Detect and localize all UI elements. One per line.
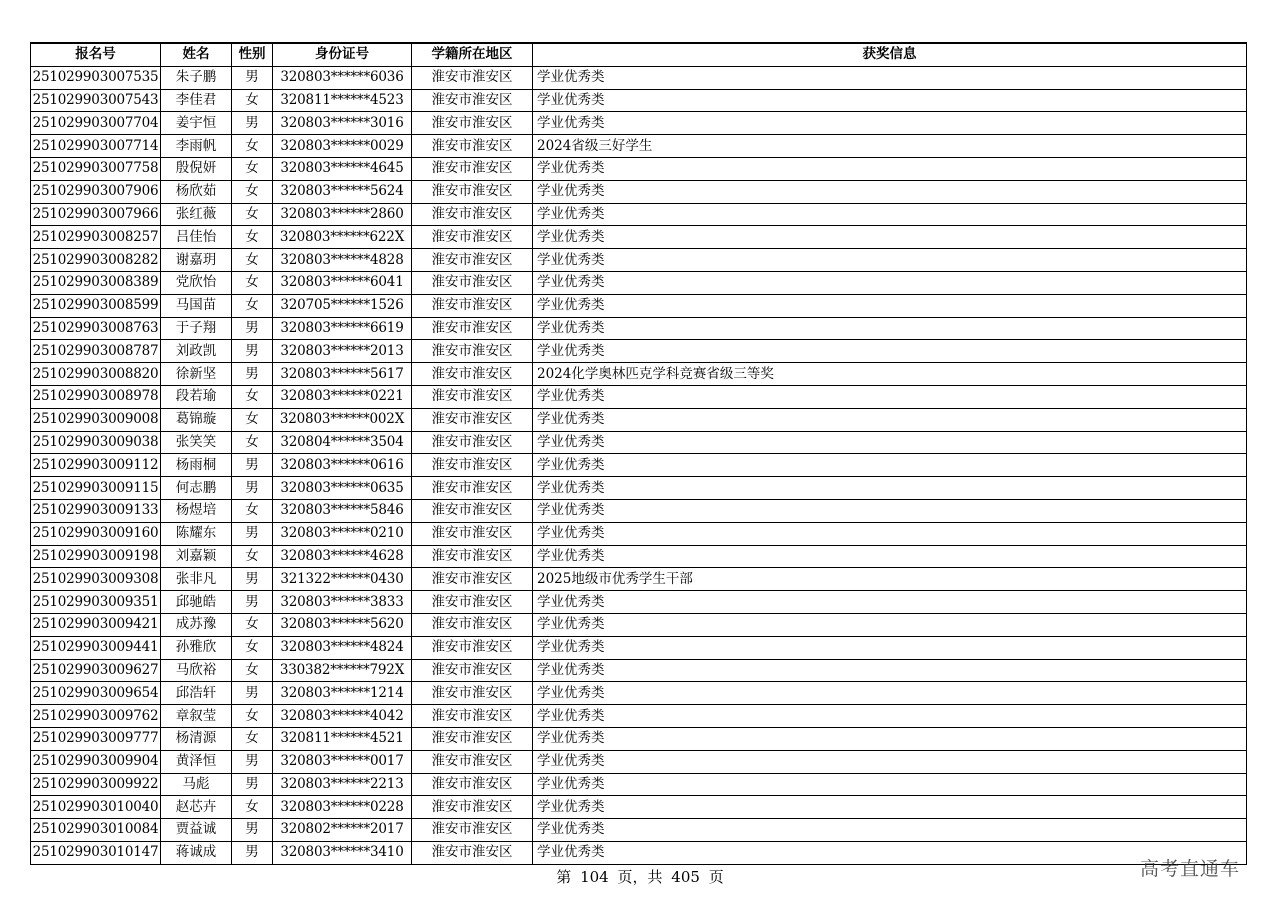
table-row xyxy=(31,545,1247,568)
registration-no-cell: 251029903008820 xyxy=(31,363,161,386)
region-cell: 淮安市淮安区 xyxy=(412,180,533,203)
award-info-cell: 学业优秀类 xyxy=(533,454,1247,477)
registration-no-cell: 251029903007966 xyxy=(31,203,161,226)
id-number-cell: 320803******002X xyxy=(273,408,412,431)
gender-cell: 女 xyxy=(232,385,273,408)
table-row xyxy=(31,477,1247,500)
registration-no-cell: 251029903009133 xyxy=(31,499,161,522)
id-number-cell: 320803******0221 xyxy=(273,385,412,408)
registration-no-cell: 251029903009198 xyxy=(31,545,161,568)
gender-cell: 女 xyxy=(232,613,273,636)
region-cell: 淮安市淮安区 xyxy=(412,659,533,682)
name-cell: 于子翔 xyxy=(161,317,232,340)
results-table xyxy=(30,42,1247,865)
name-cell: 孙雅欣 xyxy=(161,636,232,659)
name-cell: 贾益诚 xyxy=(161,819,232,842)
name-cell: 陈耀东 xyxy=(161,522,232,545)
gender-cell: 女 xyxy=(232,431,273,454)
award-info-cell: 学业优秀类 xyxy=(533,317,1247,340)
id-number-cell: 320803******3410 xyxy=(273,841,412,864)
table-row xyxy=(31,340,1247,363)
gender-cell: 女 xyxy=(232,705,273,728)
award-info-cell: 学业优秀类 xyxy=(533,294,1247,317)
gender-cell: 女 xyxy=(232,408,273,431)
footer-middle: 页，共 xyxy=(617,868,663,886)
region-cell: 淮安市淮安区 xyxy=(412,613,533,636)
award-info-cell: 学业优秀类 xyxy=(533,841,1247,864)
id-number-cell: 320803******5620 xyxy=(273,613,412,636)
region-cell: 淮安市淮安区 xyxy=(412,705,533,728)
registration-no-cell: 251029903008389 xyxy=(31,271,161,294)
table-row xyxy=(31,157,1247,180)
id-number-cell: 320804******3504 xyxy=(273,431,412,454)
table-row xyxy=(31,750,1247,773)
table-row xyxy=(31,819,1247,842)
name-cell: 殷倪妍 xyxy=(161,157,232,180)
award-info-cell: 学业优秀类 xyxy=(533,408,1247,431)
table-row xyxy=(31,796,1247,819)
gender-cell: 男 xyxy=(232,317,273,340)
award-info-cell: 学业优秀类 xyxy=(533,477,1247,500)
region-cell: 淮安市淮安区 xyxy=(412,317,533,340)
award-info-cell: 学业优秀类 xyxy=(533,750,1247,773)
gender-cell: 男 xyxy=(232,591,273,614)
registration-no-cell: 251029903009762 xyxy=(31,705,161,728)
column-header-award-info: 获奖信息 xyxy=(533,43,1247,66)
name-cell: 吕佳怡 xyxy=(161,226,232,249)
region-cell: 淮安市淮安区 xyxy=(412,522,533,545)
name-cell: 邱驰皓 xyxy=(161,591,232,614)
region-cell: 淮安市淮安区 xyxy=(412,727,533,750)
registration-no-cell: 251029903007714 xyxy=(31,135,161,158)
registration-no-cell: 251029903009308 xyxy=(31,568,161,591)
gender-cell: 女 xyxy=(232,203,273,226)
registration-no-cell: 251029903007906 xyxy=(31,180,161,203)
name-cell: 张笑笑 xyxy=(161,431,232,454)
gender-cell: 女 xyxy=(232,226,273,249)
id-number-cell: 320705******1526 xyxy=(273,294,412,317)
id-number-cell: 320803******5846 xyxy=(273,499,412,522)
region-cell: 淮安市淮安区 xyxy=(412,408,533,431)
gender-cell: 男 xyxy=(232,773,273,796)
column-header-registration-no: 报名号 xyxy=(31,43,161,66)
table-row xyxy=(31,682,1247,705)
award-info-cell: 学业优秀类 xyxy=(533,89,1247,112)
table-row xyxy=(31,385,1247,408)
name-cell: 刘嘉颖 xyxy=(161,545,232,568)
name-cell: 马欣裕 xyxy=(161,659,232,682)
award-info-cell: 学业优秀类 xyxy=(533,180,1247,203)
name-cell: 李雨帆 xyxy=(161,135,232,158)
id-number-cell: 320803******6041 xyxy=(273,271,412,294)
id-number-cell: 320803******5617 xyxy=(273,363,412,386)
name-cell: 马彪 xyxy=(161,773,232,796)
id-number-cell: 320803******4824 xyxy=(273,636,412,659)
region-cell: 淮安市淮安区 xyxy=(412,249,533,272)
id-number-cell: 320803******3016 xyxy=(273,112,412,135)
name-cell: 何志鹏 xyxy=(161,477,232,500)
award-info-cell: 学业优秀类 xyxy=(533,613,1247,636)
name-cell: 章叙莹 xyxy=(161,705,232,728)
id-number-cell: 320803******0210 xyxy=(273,522,412,545)
name-cell: 蒋诚成 xyxy=(161,841,232,864)
award-info-cell: 学业优秀类 xyxy=(533,636,1247,659)
registration-no-cell: 251029903008257 xyxy=(31,226,161,249)
region-cell: 淮安市淮安区 xyxy=(412,66,533,89)
footer-suffix: 页 xyxy=(708,868,724,886)
award-info-cell: 学业优秀类 xyxy=(533,682,1247,705)
name-cell: 杨清源 xyxy=(161,727,232,750)
registration-no-cell: 251029903009421 xyxy=(31,613,161,636)
id-number-cell: 321322******0430 xyxy=(273,568,412,591)
name-cell: 段若瑜 xyxy=(161,385,232,408)
region-cell: 淮安市淮安区 xyxy=(412,750,533,773)
gender-cell: 女 xyxy=(232,294,273,317)
registration-no-cell: 251029903009008 xyxy=(31,408,161,431)
name-cell: 葛锦璇 xyxy=(161,408,232,431)
gender-cell: 男 xyxy=(232,112,273,135)
award-info-cell: 学业优秀类 xyxy=(533,705,1247,728)
award-info-cell: 2025地级市优秀学生干部 xyxy=(533,568,1247,591)
table-row xyxy=(31,180,1247,203)
registration-no-cell: 251029903009351 xyxy=(31,591,161,614)
region-cell: 淮安市淮安区 xyxy=(412,340,533,363)
name-cell: 徐新坚 xyxy=(161,363,232,386)
registration-no-cell: 251029903007543 xyxy=(31,89,161,112)
award-info-cell: 学业优秀类 xyxy=(533,499,1247,522)
registration-no-cell: 251029903010147 xyxy=(31,841,161,864)
registration-no-cell: 251029903009654 xyxy=(31,682,161,705)
id-number-cell: 320803******0616 xyxy=(273,454,412,477)
region-cell: 淮安市淮安区 xyxy=(412,454,533,477)
table-row xyxy=(31,705,1247,728)
id-number-cell: 320803******4645 xyxy=(273,157,412,180)
id-number-cell: 320803******0228 xyxy=(273,796,412,819)
id-number-cell: 320803******622X xyxy=(273,226,412,249)
region-cell: 淮安市淮安区 xyxy=(412,431,533,454)
region-cell: 淮安市淮安区 xyxy=(412,477,533,500)
gender-cell: 男 xyxy=(232,819,273,842)
name-cell: 张红薇 xyxy=(161,203,232,226)
registration-no-cell: 251029903008282 xyxy=(31,249,161,272)
award-info-cell: 学业优秀类 xyxy=(533,773,1247,796)
region-cell: 淮安市淮安区 xyxy=(412,135,533,158)
gender-cell: 女 xyxy=(232,727,273,750)
id-number-cell: 320811******4523 xyxy=(273,89,412,112)
registration-no-cell: 251029903009115 xyxy=(31,477,161,500)
region-cell: 淮安市淮安区 xyxy=(412,796,533,819)
gender-cell: 女 xyxy=(232,157,273,180)
table-row xyxy=(31,363,1247,386)
award-info-cell: 学业优秀类 xyxy=(533,727,1247,750)
region-cell: 淮安市淮安区 xyxy=(412,545,533,568)
id-number-cell: 320803******6036 xyxy=(273,66,412,89)
table-row xyxy=(31,613,1247,636)
id-number-cell: 320803******0017 xyxy=(273,750,412,773)
id-number-cell: 320803******2860 xyxy=(273,203,412,226)
id-number-cell: 320803******1214 xyxy=(273,682,412,705)
id-number-cell: 320803******4628 xyxy=(273,545,412,568)
name-cell: 姜宇恒 xyxy=(161,112,232,135)
award-info-cell: 2024化学奥林匹克学科竞赛省级三等奖 xyxy=(533,363,1247,386)
id-number-cell: 320803******3833 xyxy=(273,591,412,614)
gender-cell: 男 xyxy=(232,340,273,363)
gender-cell: 女 xyxy=(232,249,273,272)
name-cell: 邱浩轩 xyxy=(161,682,232,705)
award-info-cell: 学业优秀类 xyxy=(533,340,1247,363)
gender-cell: 女 xyxy=(232,659,273,682)
id-number-cell: 320803******5624 xyxy=(273,180,412,203)
name-cell: 刘政凯 xyxy=(161,340,232,363)
table-row xyxy=(31,591,1247,614)
table-row xyxy=(31,203,1247,226)
table-row xyxy=(31,249,1247,272)
registration-no-cell: 251029903009441 xyxy=(31,636,161,659)
total-page-count: 405 xyxy=(671,868,700,886)
award-info-cell: 学业优秀类 xyxy=(533,385,1247,408)
column-header-region: 学籍所在地区 xyxy=(412,43,533,66)
table-row xyxy=(31,659,1247,682)
registration-no-cell: 251029903009777 xyxy=(31,727,161,750)
region-cell: 淮安市淮安区 xyxy=(412,363,533,386)
gender-cell: 男 xyxy=(232,522,273,545)
award-info-cell: 学业优秀类 xyxy=(533,66,1247,89)
gender-cell: 男 xyxy=(232,750,273,773)
gender-cell: 女 xyxy=(232,545,273,568)
registration-no-cell: 251029903008599 xyxy=(31,294,161,317)
registration-no-cell: 251029903008787 xyxy=(31,340,161,363)
id-number-cell: 320803******6619 xyxy=(273,317,412,340)
region-cell: 淮安市淮安区 xyxy=(412,568,533,591)
registration-no-cell: 251029903009112 xyxy=(31,454,161,477)
column-header-id-number: 身份证号 xyxy=(273,43,412,66)
region-cell: 淮安市淮安区 xyxy=(412,157,533,180)
gender-cell: 女 xyxy=(232,180,273,203)
award-info-cell: 学业优秀类 xyxy=(533,226,1247,249)
table-row xyxy=(31,317,1247,340)
registration-no-cell: 251029903009160 xyxy=(31,522,161,545)
award-info-cell: 学业优秀类 xyxy=(533,203,1247,226)
award-info-cell: 学业优秀类 xyxy=(533,271,1247,294)
name-cell: 黄泽恒 xyxy=(161,750,232,773)
award-info-cell: 学业优秀类 xyxy=(533,112,1247,135)
table-row xyxy=(31,568,1247,591)
award-info-cell: 学业优秀类 xyxy=(533,659,1247,682)
table-row xyxy=(31,841,1247,864)
award-info-cell: 学业优秀类 xyxy=(533,819,1247,842)
table-row xyxy=(31,271,1247,294)
id-number-cell: 320803******4042 xyxy=(273,705,412,728)
table-row xyxy=(31,135,1247,158)
page-footer xyxy=(0,866,1280,887)
region-cell: 淮安市淮安区 xyxy=(412,226,533,249)
registration-no-cell: 251029903009904 xyxy=(31,750,161,773)
region-cell: 淮安市淮安区 xyxy=(412,591,533,614)
table-row xyxy=(31,431,1247,454)
award-info-cell: 学业优秀类 xyxy=(533,157,1247,180)
gender-cell: 女 xyxy=(232,796,273,819)
gender-cell: 男 xyxy=(232,66,273,89)
name-cell: 杨欣茹 xyxy=(161,180,232,203)
award-info-cell: 学业优秀类 xyxy=(533,796,1247,819)
name-cell: 朱子鹏 xyxy=(161,66,232,89)
gender-cell: 男 xyxy=(232,454,273,477)
award-info-cell: 学业优秀类 xyxy=(533,591,1247,614)
registration-no-cell: 251029903007535 xyxy=(31,66,161,89)
id-number-cell: 320803******0029 xyxy=(273,135,412,158)
table-row xyxy=(31,454,1247,477)
region-cell: 淮安市淮安区 xyxy=(412,112,533,135)
column-header-name: 姓名 xyxy=(161,43,232,66)
id-number-cell: 320803******2013 xyxy=(273,340,412,363)
table-row xyxy=(31,226,1247,249)
award-info-cell: 2024省级三好学生 xyxy=(533,135,1247,158)
region-cell: 淮安市淮安区 xyxy=(412,819,533,842)
name-cell: 赵芯卉 xyxy=(161,796,232,819)
name-cell: 成苏豫 xyxy=(161,613,232,636)
region-cell: 淮安市淮安区 xyxy=(412,499,533,522)
registration-no-cell: 251029903010040 xyxy=(31,796,161,819)
id-number-cell: 320803******4828 xyxy=(273,249,412,272)
region-cell: 淮安市淮安区 xyxy=(412,385,533,408)
gender-cell: 男 xyxy=(232,363,273,386)
region-cell: 淮安市淮安区 xyxy=(412,294,533,317)
id-number-cell: 320803******2213 xyxy=(273,773,412,796)
registration-no-cell: 251029903010084 xyxy=(31,819,161,842)
award-info-cell: 学业优秀类 xyxy=(533,431,1247,454)
registration-no-cell: 251029903007758 xyxy=(31,157,161,180)
table-row xyxy=(31,522,1247,545)
region-cell: 淮安市淮安区 xyxy=(412,89,533,112)
gender-cell: 男 xyxy=(232,477,273,500)
region-cell: 淮安市淮安区 xyxy=(412,271,533,294)
watermark-logo: 高考直通车 xyxy=(1140,858,1241,880)
gender-cell: 女 xyxy=(232,89,273,112)
name-cell: 杨煜培 xyxy=(161,499,232,522)
table-body xyxy=(31,66,1247,864)
gender-cell: 女 xyxy=(232,499,273,522)
region-cell: 淮安市淮安区 xyxy=(412,203,533,226)
table-row xyxy=(31,112,1247,135)
footer-prefix: 第 xyxy=(556,868,572,886)
gender-cell: 女 xyxy=(232,271,273,294)
registration-no-cell: 251029903008978 xyxy=(31,385,161,408)
region-cell: 淮安市淮安区 xyxy=(412,682,533,705)
region-cell: 淮安市淮安区 xyxy=(412,636,533,659)
gender-cell: 男 xyxy=(232,682,273,705)
id-number-cell: 320803******0635 xyxy=(273,477,412,500)
registration-no-cell: 251029903009038 xyxy=(31,431,161,454)
column-header-gender: 性别 xyxy=(232,43,273,66)
region-cell: 淮安市淮安区 xyxy=(412,841,533,864)
gender-cell: 女 xyxy=(232,636,273,659)
table-row xyxy=(31,727,1247,750)
award-info-cell: 学业优秀类 xyxy=(533,249,1247,272)
region-cell: 淮安市淮安区 xyxy=(412,773,533,796)
registration-no-cell: 251029903009922 xyxy=(31,773,161,796)
table-row xyxy=(31,499,1247,522)
name-cell: 李佳君 xyxy=(161,89,232,112)
table-row xyxy=(31,89,1247,112)
gender-cell: 男 xyxy=(232,568,273,591)
award-info-cell: 学业优秀类 xyxy=(533,545,1247,568)
table-row xyxy=(31,636,1247,659)
table-header-row xyxy=(31,43,1247,66)
id-number-cell: 320802******2017 xyxy=(273,819,412,842)
gender-cell: 女 xyxy=(232,135,273,158)
registration-no-cell: 251029903007704 xyxy=(31,112,161,135)
registration-no-cell: 251029903008763 xyxy=(31,317,161,340)
current-page-number: 104 xyxy=(580,868,609,886)
name-cell: 杨雨桐 xyxy=(161,454,232,477)
table-row xyxy=(31,773,1247,796)
table-row xyxy=(31,294,1247,317)
id-number-cell: 330382******792X xyxy=(273,659,412,682)
name-cell: 谢嘉玥 xyxy=(161,249,232,272)
name-cell: 马国苗 xyxy=(161,294,232,317)
id-number-cell: 320811******4521 xyxy=(273,727,412,750)
table-row xyxy=(31,66,1247,89)
table-row xyxy=(31,408,1247,431)
registration-no-cell: 251029903009627 xyxy=(31,659,161,682)
name-cell: 党欣怡 xyxy=(161,271,232,294)
gender-cell: 男 xyxy=(232,841,273,864)
name-cell: 张非凡 xyxy=(161,568,232,591)
award-info-cell: 学业优秀类 xyxy=(533,522,1247,545)
